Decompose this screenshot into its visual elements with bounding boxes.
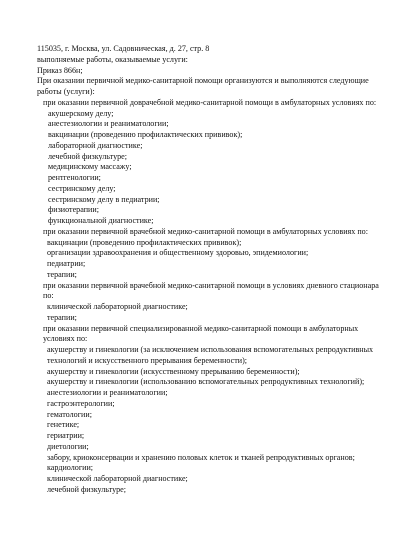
document-line: забору, криоконсервации и хранению половых клеток и тканей репродуктивных органов; — [47, 452, 355, 462]
document-line: диетологии; — [47, 441, 89, 451]
document-body — [37, 44, 382, 496]
document-line: терапии; — [47, 312, 77, 322]
document-line: анестезиологии и реаниматологии; — [48, 119, 169, 129]
document-line: гастроэнтерологии; — [47, 398, 115, 408]
document-line: гематологии; — [47, 409, 92, 419]
document-line: при оказании первичной доврачебной медико-санитарной помощи в амбулаторных условиях по: — [43, 97, 377, 107]
document-line: вакцинации (проведению профилактических прививок); — [48, 130, 243, 139]
document-line: генетике; — [47, 420, 80, 430]
document-line: клинической лабораторной диагностике; — [47, 474, 188, 483]
document-line: организации здравоохранения и общественному здоровью, эпидемиологии; — [47, 248, 309, 258]
document-line: физиотерапии; — [48, 205, 99, 215]
document-line: сестринскому делу; — [48, 183, 116, 193]
document-line: при оказании первичной врачебной медико-санитарной помощи в условиях дневного стационара по: — [43, 280, 379, 301]
document-line: кардиологии; — [47, 463, 94, 473]
document-line: педиатрии; — [47, 259, 86, 268]
document-line: при оказании первичной специализированной медико-санитарной помощи в амбулаторных условиях по: — [43, 323, 359, 344]
document-line: акушерству и гинекологии (искусственному прерыванию беременности); — [47, 366, 300, 376]
document-line: 115035, г. Москва, ул. Садовническая, д. 27, стр. 8 — [37, 44, 210, 53]
document-line: вакцинации (проведению профилактических прививок); — [47, 237, 242, 247]
document-line: выполняемые работы, оказываемые услуги: — [37, 54, 188, 64]
document-line: лечебной физкультуре; — [47, 484, 127, 494]
document-line: при оказании первичной врачебной медико-санитарной помощи в амбулаторных условиях по: — [43, 226, 368, 236]
document-line: клинической лабораторной диагностике; — [47, 302, 188, 311]
document-line: функциональной диагностике; — [48, 216, 154, 225]
document-line: акушерству и гинекологии (использованию вспомогательных репродуктивных технологий); — [47, 377, 365, 387]
document-line: лечебной физкультуре; — [48, 151, 128, 161]
document-line: Приказ 866н; — [37, 65, 83, 75]
document-line: акушерству и гинекологии (за исключением использования вспомогательных репродуктивных технологий и искусственного прерывания беременности); — [47, 345, 374, 365]
document-line: акушерскому делу; — [48, 108, 114, 118]
document-line: рентгенологии; — [48, 173, 101, 182]
document-line: лабораторной диагностике; — [48, 140, 143, 150]
document-line: терапии; — [47, 269, 77, 279]
document-line: гериатрии; — [47, 431, 85, 440]
document-line: сестринскому делу в педиатрии; — [48, 194, 160, 204]
document-line: анестезиологии и реаниматологии; — [47, 388, 168, 397]
document-line: При оказании первичной медико-санитарной помощи организуются и выполняются следующие работы (услуги): — [37, 76, 369, 96]
document-line: медицинскому массажу; — [48, 162, 132, 172]
